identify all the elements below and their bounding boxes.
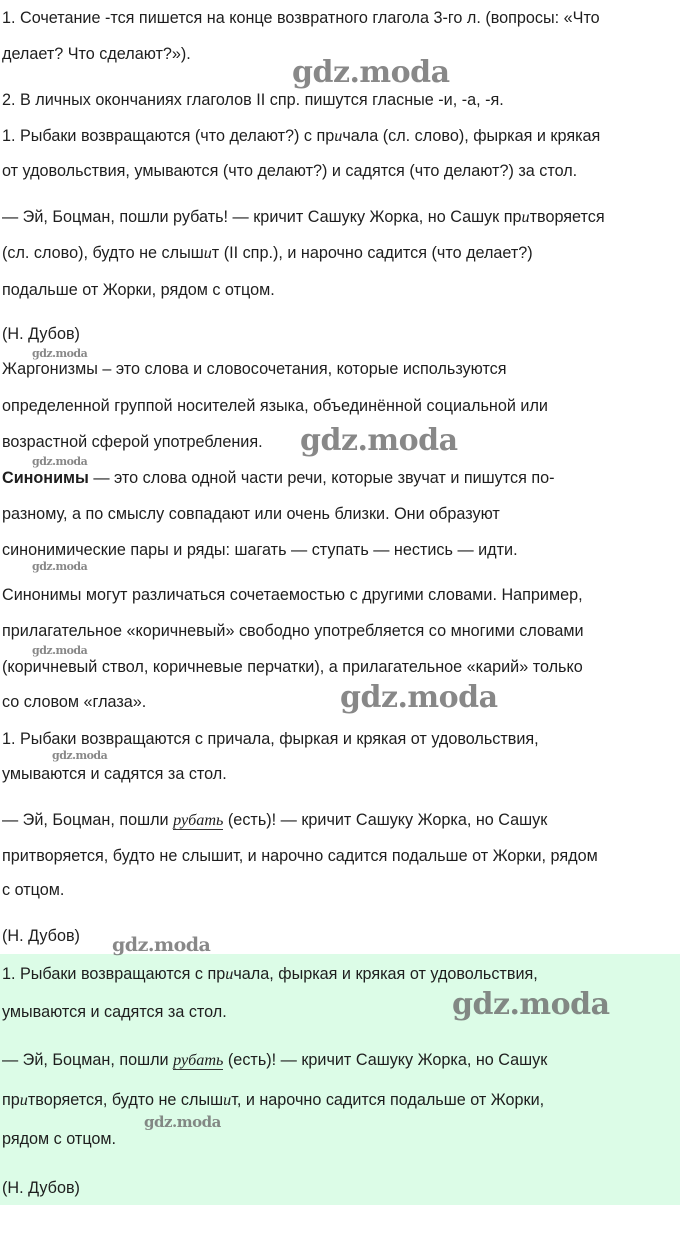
text-line: 1. Рыбаки возвращаются (что делают?) с причала (сл. слово), фыркая и крякая [2,127,601,145]
watermark: gdz.moda [32,644,88,657]
text-line: умываются и садятся за стол. [2,765,227,783]
text-line: — Эй, Боцман, пошли рубать! — кричит Сашуку Жорка, но Сашук притворяется [2,208,605,226]
rule-line: 2. В личных окончаниях глаголов II спр. пишутся гласные -и, -а, -я. [2,91,504,109]
text-line: притворяется, будто не слышит, и нарочно садится подальше от Жорки, [2,1091,545,1109]
watermark: gdz.moda [32,560,88,573]
definition-line: Жаргонизмы – это слова и словосочетания, которые используются [2,360,507,378]
marked-vowel: и [19,1091,28,1109]
marked-vowel: и [223,1091,232,1109]
author: (Н. Дубов) [2,927,80,945]
text-line: подальше от Жорки, рядом с отцом. [2,281,275,299]
definition-line: Синонимы могут различаться сочетаемостью с другими словами. Например, [2,586,583,604]
marked-vowel: и [225,965,234,983]
term-synonyms: Синонимы [2,469,89,487]
definition-line: прилагательное «коричневый» свободно употребляется со многими словами [2,622,584,640]
text-line: притворяется, будто не слышит, и нарочно садится подальше от Жорки, рядом [2,847,598,865]
definition-line: со словом «глаза». [2,693,147,711]
watermark: gdz.moda [112,934,211,956]
text-line: (сл. слово), будто не слышит (II спр.), и нарочно садится (что делает?) [2,244,533,262]
marked-vowel: и [521,208,530,226]
text-line: от удовольствия, умываются (что делают?) и садятся (что делают?) за стол. [2,162,578,180]
text-line: — Эй, Боцман, пошли рубать (есть)! — кричит Сашуку Жорка, но Сашук [2,811,548,829]
definition-line: синонимические пары и ряды: шагать — ступать — нестись — идти. [2,541,518,559]
text-line: 1. Рыбаки возвращаются с причала, фыркая и крякая от удовольствия, [2,965,538,983]
watermark: gdz.moda [452,987,610,1022]
underlined-word: рубать [173,811,224,829]
author: (Н. Дубов) [2,1179,80,1197]
text-line: 1. Рыбаки возвращаются с причала, фыркая и крякая от удовольствия, [2,730,539,748]
watermark: gdz.moda [300,423,458,458]
text-line: рядом с отцом. [2,1130,117,1148]
text-line: умываются и садятся за стол. [2,1003,227,1021]
marked-vowel: и [334,127,343,145]
definition-line: возрастной сферой употребления. [2,433,263,451]
watermark: gdz.moda [32,347,88,360]
definition-line: разному, а по смыслу совпадают или очень близки. Они образуют [2,505,500,523]
watermark: gdz.moda [32,455,88,468]
watermark: gdz.moda [292,55,450,90]
watermark: gdz.moda [144,1113,221,1131]
rule-line: делает? Что сделают?»). [2,45,191,63]
definition-line: Синонимы — это слова одной части речи, которые звучат и пишутся по- [2,469,555,487]
author: (Н. Дубов) [2,325,80,343]
watermark: gdz.moda [340,680,498,715]
text-line: — Эй, Боцман, пошли рубать (есть)! — кричит Сашуку Жорка, но Сашук [2,1051,548,1069]
watermark: gdz.moda [52,749,108,762]
text-line: с отцом. [2,881,65,899]
underlined-word: рубать [173,1051,224,1069]
marked-vowel: и [203,244,212,262]
rule-line: 1. Сочетание -тся пишется на конце возвратного глагола 3-го л. (вопросы: «Что [2,9,600,27]
definition-line: определенной группой носителей языка, объединённой социальной или [2,397,548,415]
definition-line: (коричневый ствол, коричневые перчатки), а прилагательное «карий» только [2,658,583,676]
